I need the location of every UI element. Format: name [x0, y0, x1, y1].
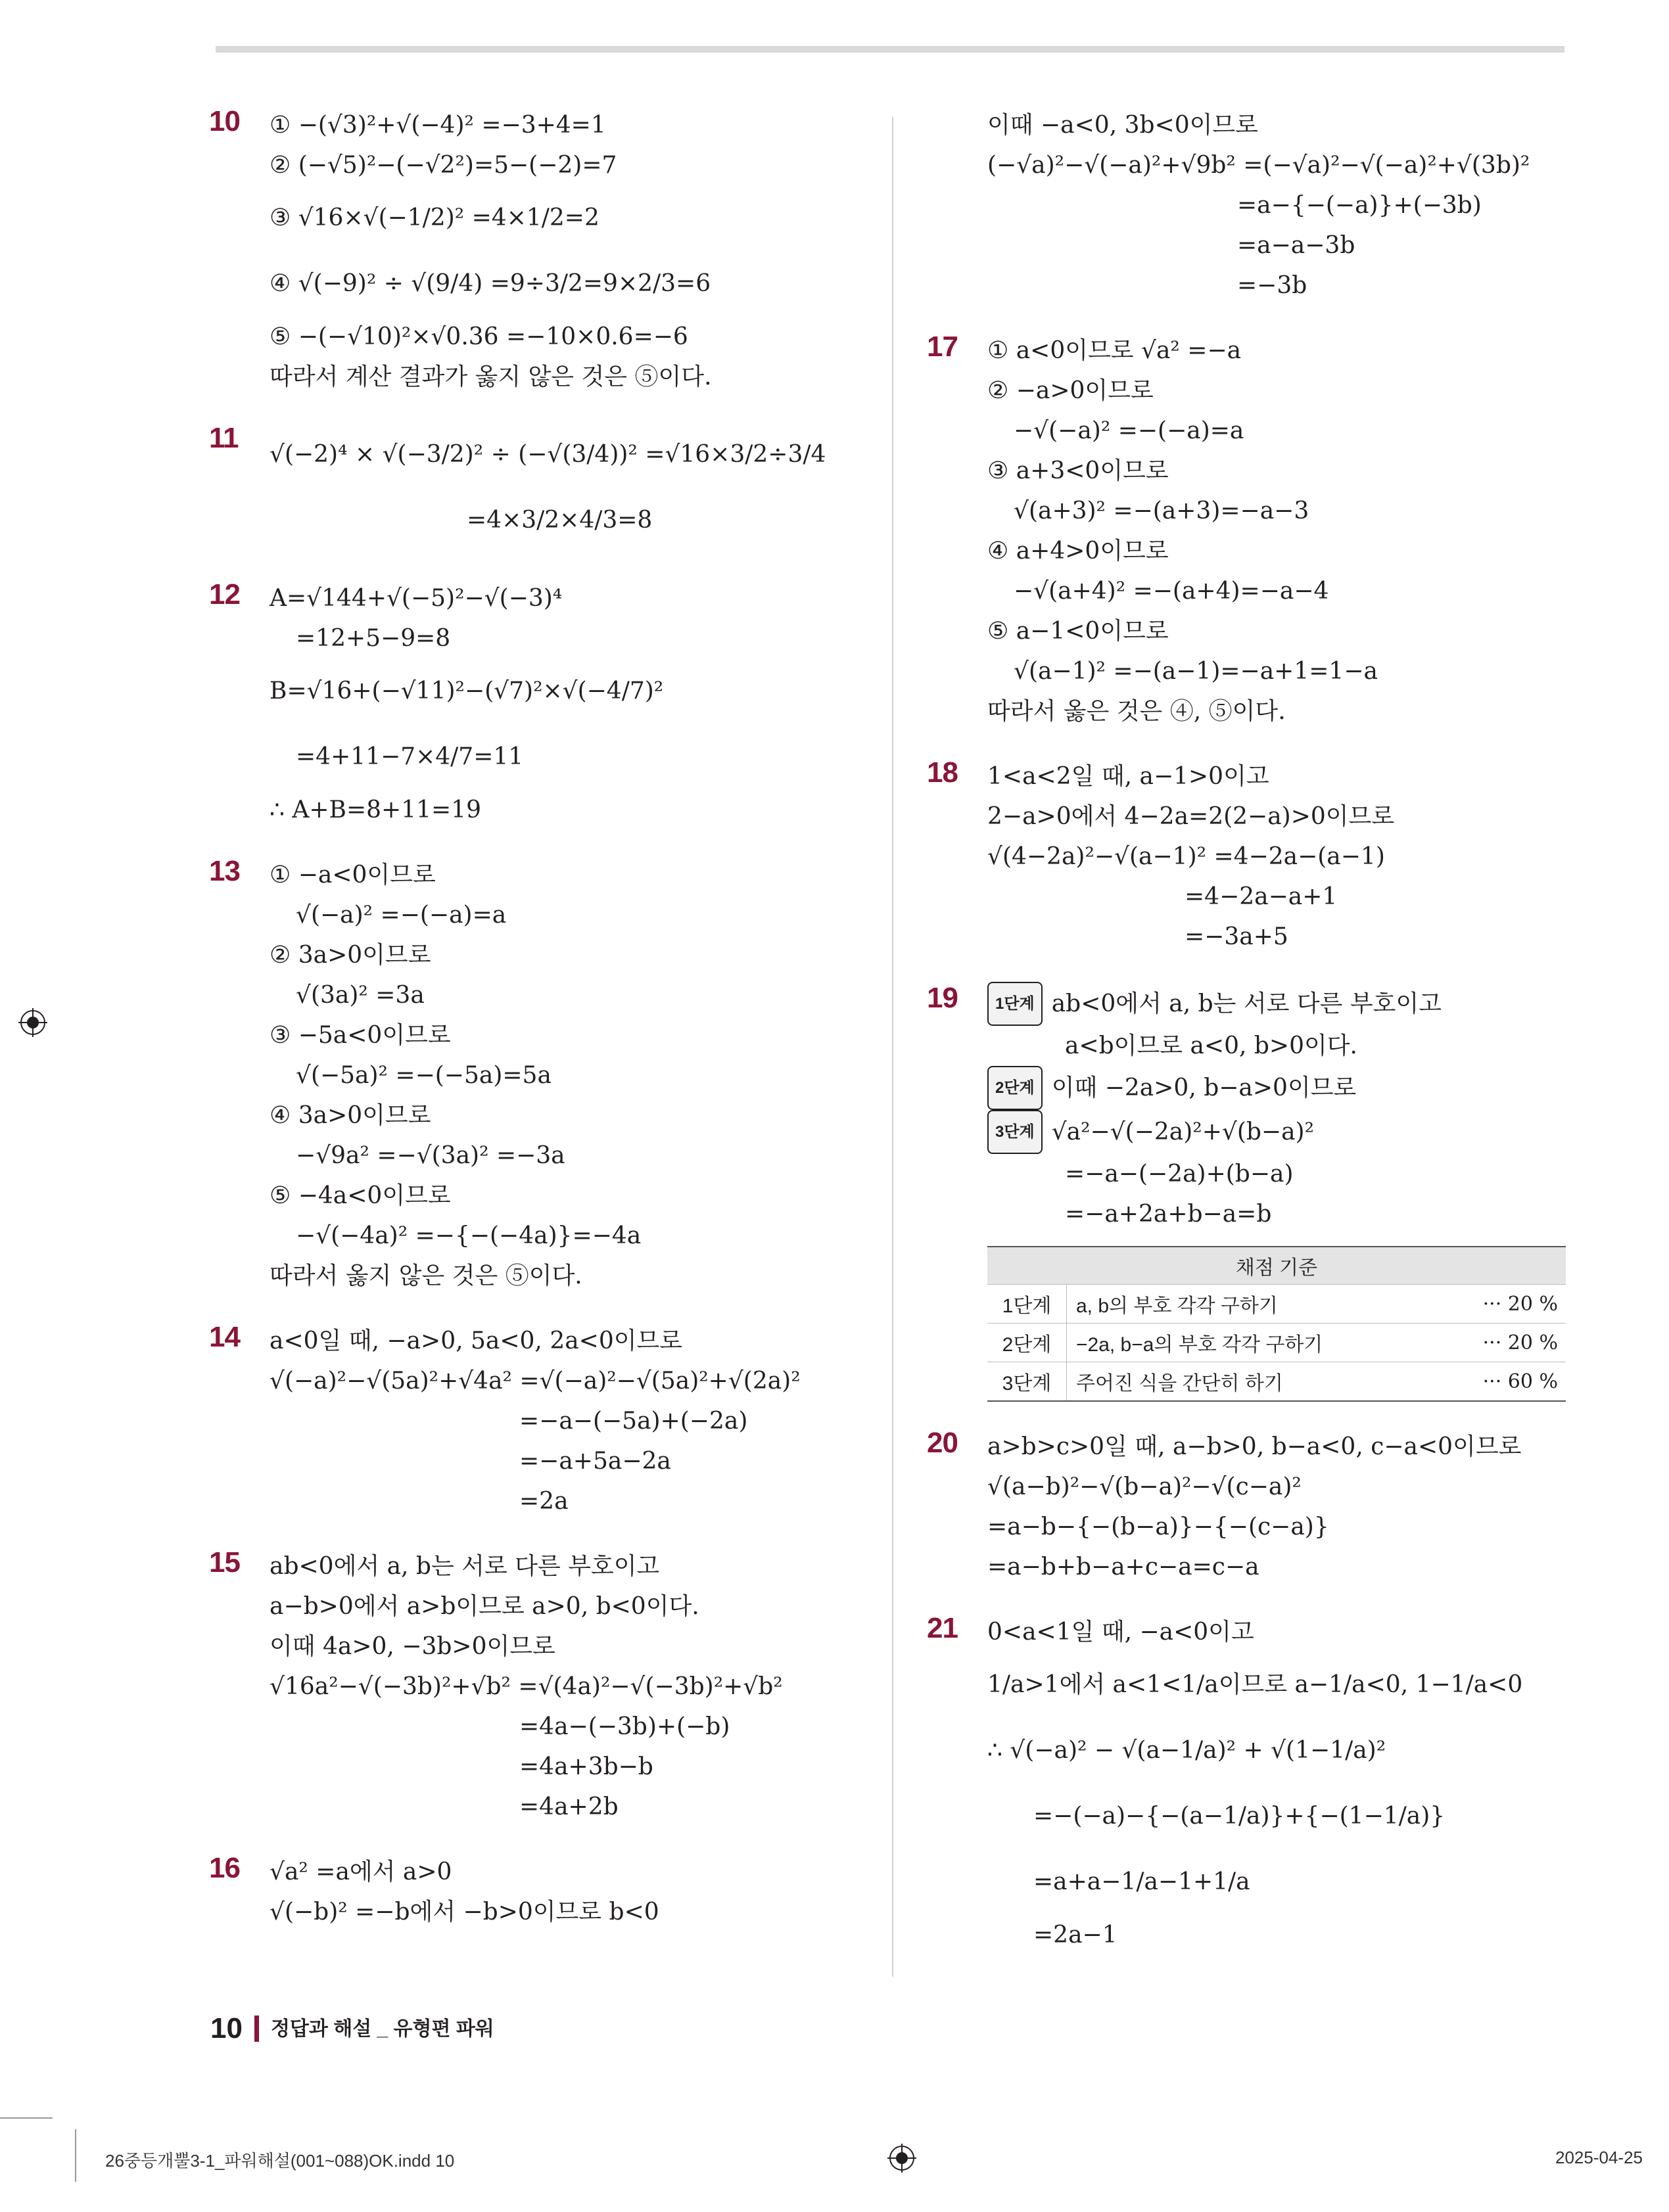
solution-line: =−3a+5 [1185, 923, 1288, 950]
grading-table [987, 1246, 1566, 1402]
table-row [987, 1324, 1566, 1362]
solution-line: √(−5a)² =−(−5a)=5a [296, 1062, 552, 1089]
table-row [987, 1285, 1566, 1324]
grading-desc: 주어진 식을 간단히 하기 [1067, 1362, 1466, 1402]
problem-11 [209, 422, 840, 553]
solution-line: ⑤ −(−√10)²×√0.36 =−10×0.6=−6 [270, 323, 688, 350]
solution-line: B=√16+(−√11)²−(√7)²×√(−4/7)² [270, 678, 664, 704]
problem-18 [927, 756, 1558, 957]
solution-line: =a+a−1/a−1+1/a [1033, 1868, 1250, 1895]
solution-line: 0<a<1일 때, −a<0이고 [987, 1619, 1254, 1646]
problem-19 [927, 982, 1558, 1402]
grading-step: 1단계 [987, 1285, 1067, 1324]
solution-line: ab<0에서 a, b는 서로 다른 부호이고 [270, 1553, 660, 1580]
solution-line: =−a+5a−2a [519, 1448, 671, 1475]
solution-line: =a−a−3b [1237, 232, 1355, 259]
table-row [987, 1362, 1566, 1402]
slug-filename: 26중등개뿔3-1_파워해설(001~088)OK.indd 10 [105, 2151, 455, 2171]
step-badge: 3단계 [987, 1110, 1043, 1154]
step-line [987, 1194, 1558, 1234]
step-line [987, 1154, 1558, 1194]
step-text: =−a−(−2a)+(b−a) [1065, 1161, 1294, 1187]
grading-pct: ··· 20 % [1465, 1324, 1566, 1362]
solution-line: 1<a<2일 때, a−1>0이고 [987, 763, 1269, 790]
solution-line: =a−b+b−a+c−a=c−a [987, 1554, 1259, 1580]
problem-17 [927, 331, 1558, 731]
grading-pct: ··· 20 % [1465, 1285, 1566, 1324]
problem-number: 19 [927, 982, 958, 1014]
solution-line: 이때 −a<0, 3b<0이므로 [987, 112, 1258, 139]
problem-16 [209, 1852, 840, 1932]
problem-number: 11 [209, 422, 239, 454]
problem-14 [209, 1321, 840, 1521]
grading-table-header: 채점 기준 [987, 1247, 1566, 1285]
solution-line: √(−a)²−√(5a)²+√4a² =√(−a)²−√(5a)²+√(2a)² [270, 1368, 801, 1394]
solution-line: =4a+3b−b [519, 1753, 653, 1780]
solution-line: ③ −5a<0이므로 [270, 1022, 451, 1049]
solution-line: ① −(√3)²+√(−4)² =−3+4=1 [270, 112, 606, 139]
problem-number: 17 [927, 331, 958, 363]
step-line [987, 982, 1558, 1026]
step-text: 이때 −2a>0, b−a>0이므로 [1051, 1074, 1357, 1101]
solution-line: a>b>c>0일 때, a−b>0, b−a<0, c−a<0이므로 [987, 1433, 1522, 1460]
solution-line: ④ a+4>0이므로 [987, 538, 1169, 565]
problem-20 [927, 1427, 1558, 1587]
solution-line: =4a+2b [519, 1793, 619, 1820]
solution-line: a−b>0에서 a>b이므로 a>0, b<0이다. [270, 1593, 699, 1620]
grading-desc: −2a, b−a의 부호 각각 구하기 [1067, 1324, 1466, 1362]
step-line [987, 1026, 1558, 1066]
page-footer [210, 2012, 494, 2045]
crop-mark [0, 2117, 53, 2119]
solution-line: √(3a)² =3a [296, 982, 425, 1009]
solution-line: −√9a² =−√(3a)² =−3a [296, 1142, 565, 1169]
solution-line: =2a [519, 1488, 569, 1515]
problem-number: 10 [209, 105, 240, 137]
solution-line: ⑤ a−1<0이므로 [987, 618, 1169, 645]
solution-line: √(4−2a)²−√(a−1)² =4−2a−(a−1) [987, 843, 1385, 870]
solution-line: √(a+3)² =−(a+3)=−a−3 [1014, 497, 1309, 524]
solution-lines [270, 578, 840, 830]
solution-lines [270, 105, 840, 397]
solution-line: ③ a+3<0이므로 [987, 457, 1169, 484]
solution-lines [270, 855, 840, 1296]
problem-10 [209, 105, 840, 397]
solution-line: −√(a+4)² =−(a+4)=−a−4 [1014, 578, 1329, 605]
step-line [987, 1110, 1558, 1154]
crop-mark [75, 2129, 76, 2182]
solution-lines [270, 1546, 840, 1827]
right-column [927, 105, 1558, 1980]
solution-line: ④ √(−9)² ÷ √(9/4) =9÷3/2=9×2/3=6 [270, 270, 711, 297]
registration-mark-icon [887, 2144, 916, 2173]
problem-13 [209, 855, 840, 1296]
footer-divider [254, 2016, 259, 2042]
solution-line: (−√a)²−√(−a)²+√9b² =(−√a)²−√(−a)²+√(3b)² [987, 152, 1530, 179]
top-rule [216, 46, 1564, 53]
solution-line: =4a−(−3b)+(−b) [519, 1713, 730, 1740]
solution-line: √(−2)⁴ × √(−3/2)² ÷ (−√(3/4))² =√16×3/2÷3/4 [270, 441, 826, 468]
solution-line: √(−b)² =−b에서 −b>0이므로 b<0 [270, 1899, 659, 1925]
solution-line: √(a−1)² =−(a−1)=−a+1=1−a [1014, 658, 1378, 685]
step-line [987, 1066, 1558, 1110]
step-text: =−a+2a+b−a=b [1065, 1201, 1272, 1228]
solution-lines [987, 105, 1558, 306]
problem-number: 15 [209, 1546, 240, 1578]
problem-19-steps [987, 982, 1558, 1234]
solution-line: ⑤ −4a<0이므로 [270, 1182, 451, 1209]
solution-line: 이때 4a>0, −3b>0이므로 [270, 1633, 555, 1660]
solution-line: −√(−4a)² =−{−(−4a)}=−4a [296, 1222, 642, 1249]
problem-number: 14 [209, 1321, 240, 1353]
solution-line: √(−a)² =−(−a)=a [296, 902, 507, 929]
solution-line: 1/a>1에서 a<1<1/a이므로 a−1/a<0, 1−1/a<0 [987, 1671, 1523, 1698]
step-text: ab<0에서 a, b는 서로 다른 부호이고 [1051, 990, 1442, 1017]
solution-line: a<0일 때, −a>0, 5a<0, 2a<0이므로 [270, 1327, 683, 1354]
solution-lines [987, 1427, 1558, 1587]
problem-continuation [927, 105, 1558, 306]
step-text: √a²−√(−2a)²+√(b−a)² [1051, 1118, 1315, 1145]
registration-mark-icon [18, 1008, 47, 1037]
grading-desc: a, b의 부호 각각 구하기 [1067, 1285, 1466, 1324]
footer-title: 정답과 해설 _ 유형편 파워 [270, 2018, 494, 2040]
solution-line: =−3b [1237, 272, 1307, 299]
solution-lines [270, 1321, 840, 1521]
solution-line: =−a−(−5a)+(−2a) [519, 1408, 748, 1435]
solution-line: ② −a>0이므로 [987, 377, 1154, 404]
step-text: a<b이므로 a<0, b>0이다. [1065, 1032, 1357, 1059]
solution-line: =−(−a)−{−(a−1/a)}+{−(1−1/a)} [1033, 1803, 1446, 1830]
page-number: 10 [210, 2012, 243, 2044]
solution-line: ∴ A+B=8+11=19 [270, 796, 481, 823]
step-badge: 2단계 [987, 1066, 1043, 1110]
solution-line: =12+5−9=8 [296, 625, 451, 652]
solution-line: =a−{−(−a)}+(−3b) [1237, 192, 1482, 219]
solution-line: 따라서 계산 결과가 옳지 않은 것은 ⑤이다. [270, 363, 712, 390]
solution-line: −√(−a)² =−(−a)=a [1014, 417, 1244, 444]
problem-number: 16 [209, 1852, 240, 1884]
solution-line: =4×3/2×4/3=8 [467, 507, 653, 534]
solution-line: =4+11−7×4/7=11 [296, 743, 524, 770]
left-column [209, 105, 840, 1957]
grading-pct: ··· 60 % [1465, 1362, 1566, 1402]
solution-line: ① a<0이므로 √a² =−a [987, 337, 1242, 364]
problem-12 [209, 578, 840, 830]
slug-date: 2025-04-25 [1555, 2148, 1643, 2167]
problem-number: 18 [927, 756, 958, 789]
solution-line: ② 3a>0이므로 [270, 942, 431, 969]
grading-step: 3단계 [987, 1362, 1067, 1402]
solution-line: A=√144+√(−5)²−√(−3)⁴ [270, 585, 563, 612]
solution-lines [270, 422, 840, 553]
grading-step: 2단계 [987, 1324, 1067, 1362]
solution-line: ④ 3a>0이므로 [270, 1102, 431, 1129]
solution-lines [987, 331, 1558, 731]
problem-21 [927, 1612, 1558, 1955]
problem-number: 13 [209, 855, 240, 887]
column-divider [892, 117, 893, 1977]
solution-line: =a−b−{−(b−a)}−{−(c−a)} [987, 1513, 1329, 1540]
solution-lines [987, 756, 1558, 957]
solution-line: ② (−√5)²−(−√2²)=5−(−2)=7 [270, 152, 617, 179]
solution-lines [987, 1612, 1558, 1955]
solution-line: 따라서 옳은 것은 ④, ⑤이다. [987, 698, 1286, 725]
solution-line: 따라서 옳지 않은 것은 ⑤이다. [270, 1262, 582, 1289]
solution-line: 2−a>0에서 4−2a=2(2−a)>0이므로 [987, 803, 1395, 830]
problem-number: 12 [209, 578, 240, 611]
solution-line: =2a−1 [1033, 1922, 1117, 1948]
solution-line: ① −a<0이므로 [270, 862, 436, 888]
solution-line: ③ √16×√(−1/2)² =4×1/2=2 [270, 204, 599, 231]
solution-lines [270, 1852, 840, 1932]
problem-15 [209, 1546, 840, 1827]
problem-number: 20 [927, 1427, 958, 1459]
step-badge: 1단계 [987, 982, 1043, 1026]
solution-line: √16a²−√(−3b)²+√b² =√(4a)²−√(−3b)²+√b² [270, 1673, 783, 1700]
solution-line: √(a−b)²−√(b−a)²−√(c−a)² [987, 1473, 1302, 1500]
problem-number: 21 [927, 1612, 958, 1644]
solution-line: ∴ √(−a)² − √(a−1/a)² + √(1−1/a)² [987, 1737, 1386, 1764]
solution-line: √a² =a에서 a>0 [270, 1858, 452, 1885]
solution-line: =4−2a−a+1 [1185, 883, 1338, 910]
